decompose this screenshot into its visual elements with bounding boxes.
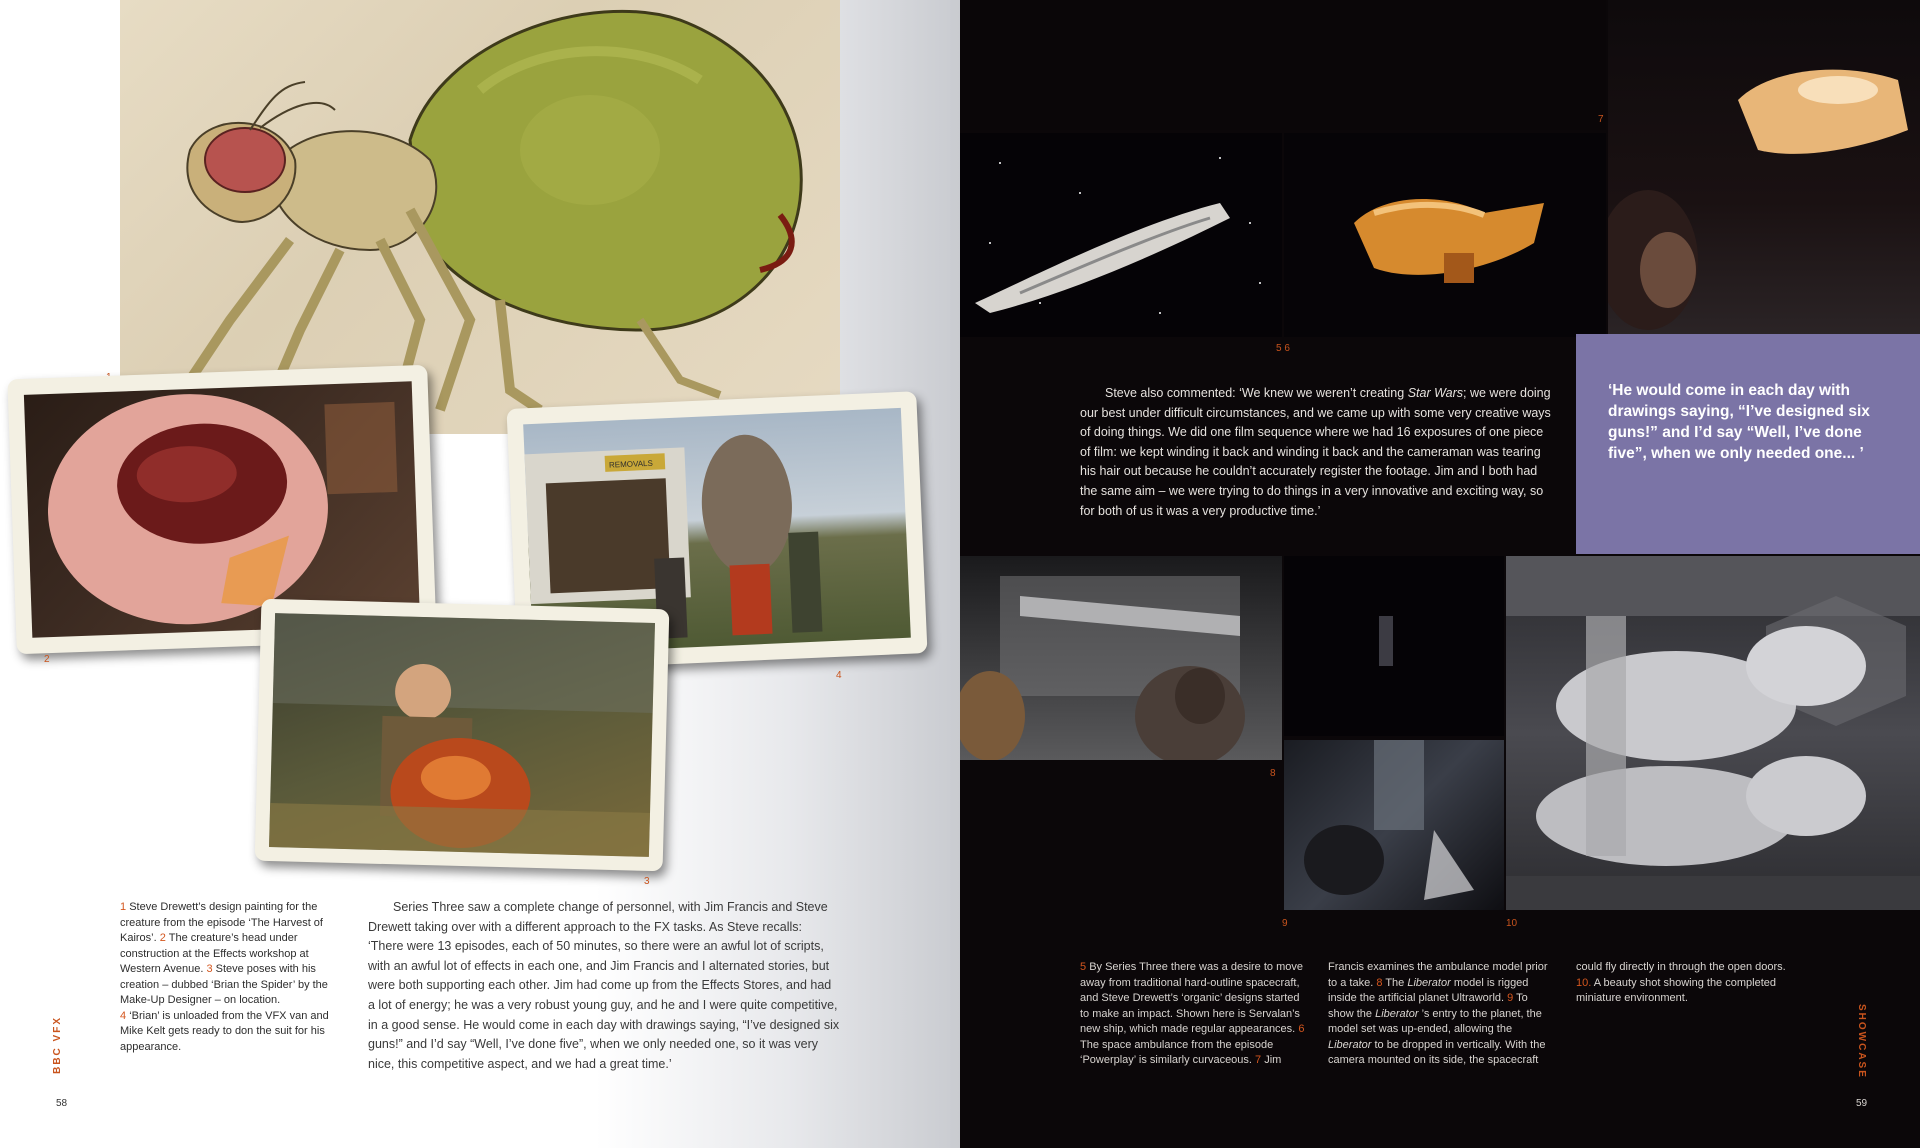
- figure-number-5-6: 5 6: [1276, 343, 1290, 354]
- steve-poses-image: [269, 613, 655, 857]
- figure-number-7: 7: [1598, 114, 1604, 125]
- caption-9-italic: Liberator: [1375, 1007, 1419, 1020]
- beauty-shot-illustration: [1506, 556, 1920, 910]
- right-captions-flow-1: [1080, 960, 1308, 1068]
- creature-painting-illustration: [120, 0, 840, 434]
- caption-number-3: 3: [206, 963, 213, 975]
- creature-head-image: [24, 381, 420, 637]
- caption-9-italic-2: Liberator: [1328, 1038, 1372, 1051]
- image-upended-set: [1284, 740, 1504, 910]
- creature-design-painting: [120, 0, 840, 434]
- figure-number-3: 3: [644, 876, 650, 887]
- left-captions: [120, 900, 330, 1055]
- caption-8a: The: [1385, 976, 1405, 989]
- image-space-ambulance: [1284, 133, 1606, 337]
- image-liberator-rigged: [960, 556, 1282, 760]
- caption-number-10: 10.: [1576, 976, 1592, 989]
- caption-number-4: 4: [120, 1009, 127, 1022]
- right-body-italic: Star Wars: [1407, 386, 1464, 400]
- caption-7: Jim: [1264, 1054, 1282, 1066]
- caption-5: By Series Three there was a desire to move away from traditional hard-outline spacecraft, and Steve Drewett’s ‘organic’ designs started to make an impact. Shown here is Servalan’s new ship, which made regular appearances.: [1080, 961, 1303, 1035]
- caption-9c: to be dropped in vertically. With the camera mounted on its side, the spacecraft: [1328, 1038, 1546, 1066]
- image-beauty-shot: [1506, 556, 1920, 910]
- caption-4: ‘Brian’ is unloaded from the VFX van and Mike Kelt gets ready to don the suit for his appearance.: [120, 1009, 329, 1053]
- right-captions-col-3: [1576, 960, 1804, 1068]
- right-captions-flow-1: [1576, 960, 1804, 1007]
- running-head-right: SHOWCASE: [1856, 1004, 1867, 1079]
- folio-right: 59: [1856, 1098, 1868, 1109]
- folio-left: 58: [56, 1098, 68, 1109]
- caption-9b: ’s entry to the planet, the model set was up-ended, allowing the: [1328, 1007, 1542, 1035]
- caption-number-8: 8: [1376, 976, 1383, 989]
- caption-3: Steve poses with his creation – dubbed ‘Brian the Spider’ by the Make-Up Designer – on location.: [120, 963, 328, 1006]
- caption-number-5: 5: [1080, 961, 1087, 973]
- upended-set-illustration: [1284, 740, 1504, 910]
- image-top-strip: [960, 0, 1606, 130]
- right-captions-flow-2: [1328, 960, 1556, 1068]
- right-body-post: ; we were doing our best under difficult circumstances, and we came up with some very creative ways of doing things. We did one film sequence where we had 16 exposures of one piece of film: we kept winding it back and winding it back and the cameraman was tearing his hair out because he couldn’t accurately register the footage. Jim and I both had the same aim – we were trying to do things in a very innovative and exciting way, so for both of us it was a very productive time.’: [1080, 386, 1551, 518]
- steve-poses-illustration: [269, 613, 655, 857]
- caption-8b: model is rigged inside the artificial planet Ultraworld.: [1328, 976, 1529, 1004]
- figure-number-4: 4: [836, 670, 842, 681]
- caption-number-1: 1: [120, 901, 127, 913]
- image-jim-francis: [1608, 0, 1920, 337]
- caption-6: The space ambulance from the episode ‘Powerplay’ is similarly curvaceous.: [1080, 1038, 1274, 1066]
- dark-frame-illustration: [1284, 556, 1504, 736]
- right-captions-col-2: [1328, 960, 1556, 1068]
- running-head-left: BBC VFX: [52, 1016, 63, 1074]
- caption-8-italic: Liberator: [1407, 976, 1451, 989]
- figure-number-8: 8: [1270, 768, 1276, 779]
- caption-9a: To show the: [1328, 992, 1528, 1020]
- right-captions-flow-3: [1576, 960, 1804, 1007]
- right-captions-col-1: [1080, 960, 1308, 1068]
- figure-number-9: 9: [1282, 918, 1288, 929]
- right-body-pre: Steve also commented: ‘We knew we weren’t creating: [1105, 386, 1408, 400]
- caption-number-6: 6: [1298, 1023, 1305, 1035]
- right-captions-flow-1: [1328, 960, 1556, 1068]
- servalan-ship-illustration: [960, 133, 1282, 337]
- caption-2: The creature’s head under construction at the Effects workshop at Western Avenue.: [120, 932, 309, 975]
- creature-head-illustration: [24, 381, 420, 637]
- figure-number-10: 10: [1506, 918, 1518, 929]
- figure-number-2: 2: [44, 654, 50, 665]
- left-body-text: Series Three saw a complete change of personnel, with Jim Francis and Steve Drewett taking over with a different approach to the FX tasks. As Steve recalls: ‘There were 13 episodes, each of 50 minutes, so there were an awful lot of scripts, with an awful lot of effects in each one, and Jim Francis and I alternated stories, but were both supporting each other. Jim had come up from the Effects Stores, and had a lot of energy; he was a very robust young guy, and he and I were quite competitive, in a good sense. He would come in each day with drawings saying, “I’ve designed six guns!” and I’d say “Well, I’ve done five”, when we only needed one, so it was very nice, this competitive aspect, and we had a great time.’: [368, 900, 840, 1071]
- image-servalan-ship: [960, 133, 1282, 337]
- jim-francis-illustration: [1608, 0, 1920, 337]
- liberator-rigged-illustration: [960, 556, 1282, 760]
- caption-10: A beauty shot showing the completed miniature environment.: [1576, 976, 1776, 1004]
- caption-9c: could fly directly in through the open doors.: [1576, 961, 1786, 973]
- pull-quote: ‘He would come in each day with drawings saying, “I’ve designed six guns!” and I’d say “Well, I’ve done five”, when we only needed one... ’: [1608, 382, 1870, 462]
- caption-7: Francis examines the ambulance model prior to a take.: [1328, 961, 1548, 989]
- caption-number-7: 7: [1255, 1054, 1262, 1066]
- space-ambulance-illustration: [1284, 133, 1606, 337]
- caption-number-9: 9: [1507, 992, 1514, 1004]
- van-sign-text: REMOVALS: [608, 458, 654, 470]
- right-body-text: [1080, 384, 1554, 521]
- caption-number-2: 2: [159, 932, 166, 944]
- image-dark-frame: [1284, 556, 1504, 736]
- caption-1: Steve Drewett’s design painting for the creature from the episode ‘The Harvest of Kairos’.: [120, 901, 323, 944]
- photo-steve-poses: [255, 599, 670, 872]
